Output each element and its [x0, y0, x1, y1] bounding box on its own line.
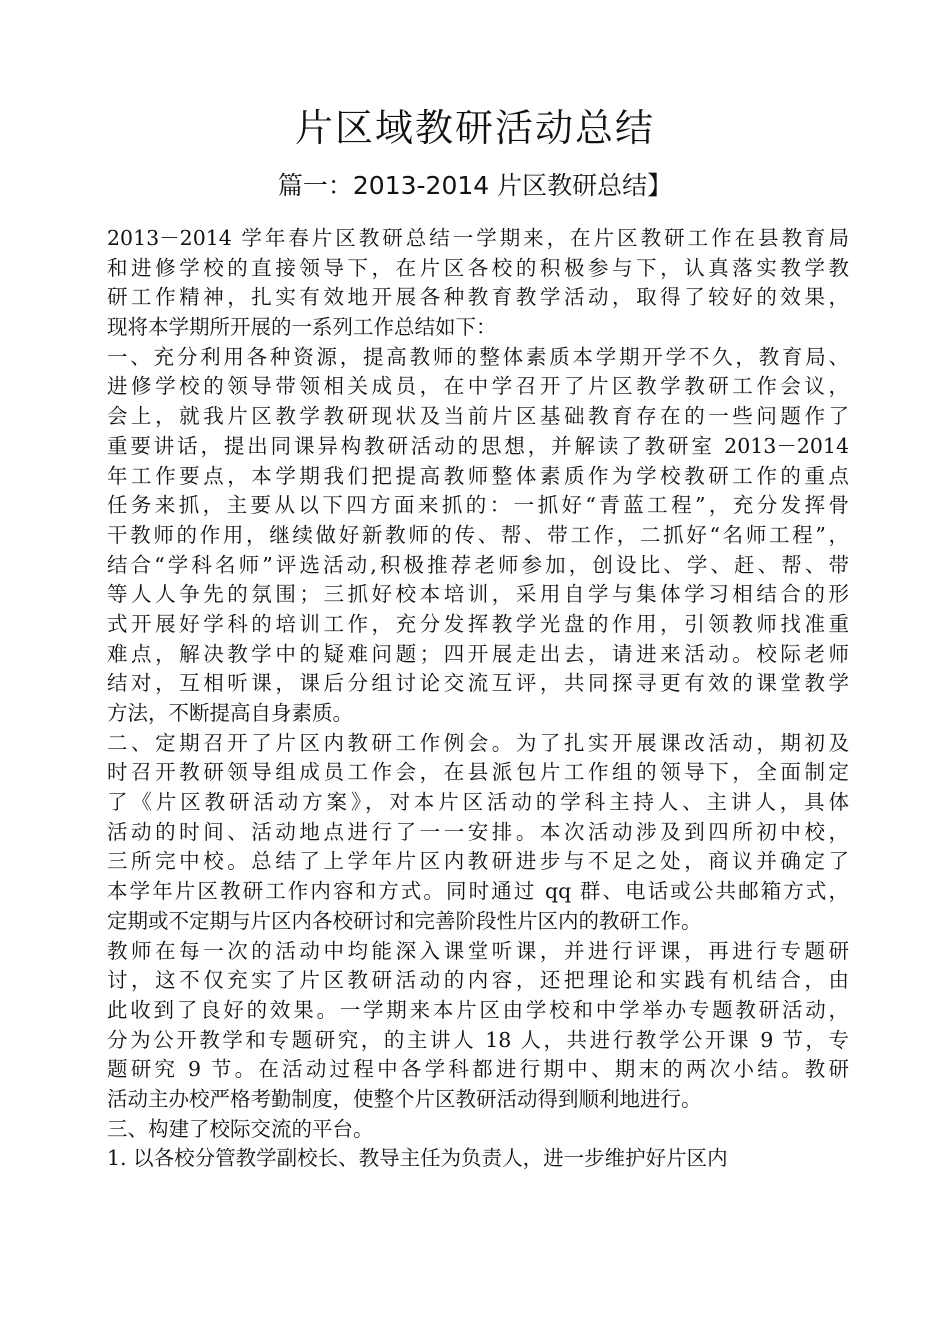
- body-line: 研工作精神，扎实有效地开展各种教育教学活动，取得了较好的效果，: [107, 285, 849, 310]
- body-line: 式开展好学科的培训工作，充分发挥教学光盘的作用，引领教师找准重: [107, 611, 849, 636]
- body-line: 2013－2014 学年春片区教研总结一学期来，在片区教研工作在县教育局: [107, 226, 849, 250]
- body-line: 重要讲话，提出同课异构教研活动的思想，并解读了教研室 2013－2014: [107, 433, 849, 458]
- body-line: 了《片区教研活动方案》，对本片区活动的学科主持人、主讲人，具体: [107, 790, 849, 815]
- body-line: 会上，就我片区教学教研现状及当前片区基础教育存在的一些问题作了: [107, 404, 849, 429]
- body-line: 此收到了良好的效果。一学期来本片区由学校和中学举办专题教研活动，: [107, 997, 849, 1022]
- body-line: 难点，解决教学中的疑难问题；四开展走出去，请进来活动。校际老师: [107, 641, 849, 666]
- body-line: 和进修学校的直接领导下，在片区各校的积极参与下，认真落实教学教: [107, 255, 849, 280]
- body-line: 三、构建了校际交流的平台。: [107, 1116, 374, 1141]
- body-line: 时召开教研领导组成员工作会，在县派包片工作组的领导下，全面制定: [107, 760, 849, 785]
- body-line: 一、充分利用各种资源，提高教师的整体素质本学期开学不久，教育局、: [107, 344, 849, 369]
- body-line: 现将本学期所开展的一系列工作总结如下：: [107, 315, 497, 340]
- document-subtitle: 篇一：2013-2014 片区教研总结】: [277, 171, 673, 200]
- body-line: 等人人争先的氛围；三抓好校本培训，采用自学与集体学习相结合的形: [107, 582, 849, 607]
- body-line: 本学年片区教研工作内容和方式。同时通过 qq 群、电话或公共邮箱方式，: [107, 879, 849, 904]
- body-line: 分为公开教学和专题研究，的主讲人 18 人，共进行教学公开课 9 节，专: [107, 1027, 849, 1052]
- body-line: 题研究 9 节。在活动过程中各学科都进行期中、期末的两次小结。教研: [107, 1057, 849, 1082]
- body-line: 结合“学科名师”评选活动,积极推荐老师参加，创设比、学、赶、帮、带: [107, 552, 849, 577]
- body-line: 讨，这不仅充实了片区教研活动的内容，还把理论和实践有机结合，由: [107, 968, 849, 993]
- body-line: 活动的时间、活动地点进行了一一安排。本次活动涉及到四所初中校，: [107, 819, 849, 844]
- body-line: 干教师的作用，继续做好新教师的传、帮、带工作，二抓好“名师工程”，: [107, 522, 849, 547]
- body-line: 任务来抓，主要从以下四方面来抓的：一抓好“青蓝工程”，充分发挥骨: [107, 493, 849, 518]
- body-line: 年工作要点，本学期我们把提高教师整体素质作为学校教研工作的重点: [107, 463, 849, 488]
- body-line: 活动主办校严格考勤制度，使整个片区教研活动得到顺利地进行。: [107, 1086, 702, 1111]
- body-line: 方法，不断提高自身素质。: [107, 701, 353, 725]
- body-line: 教师在每一次的活动中均能深入课堂听课，并进行评课，再进行专题研: [107, 938, 849, 963]
- document-title: 片区域教研活动总结: [294, 106, 655, 150]
- body-line: 二、定期召开了片区内教研工作例会。为了扎实开展课改活动，期初及: [107, 730, 849, 755]
- body-line: 1. 以各校分管教学副校长、教导主任为负责人，进一步维护好片区内: [107, 1146, 728, 1171]
- body-line: 结对，互相听课，课后分组讨论交流互评，共同探寻更有效的课堂教学: [107, 671, 849, 696]
- body-line: 三所完中校。总结了上学年片区内教研进步与不足之处，商议并确定了: [107, 849, 849, 874]
- document-body: [107, 224, 849, 1174]
- body-line: 定期或不定期与片区内各校研讨和完善阶段性片区内的教研工作。: [107, 908, 702, 933]
- body-line: 进修学校的领导带领相关成员，在中学召开了片区教学教研工作会议，: [107, 374, 849, 399]
